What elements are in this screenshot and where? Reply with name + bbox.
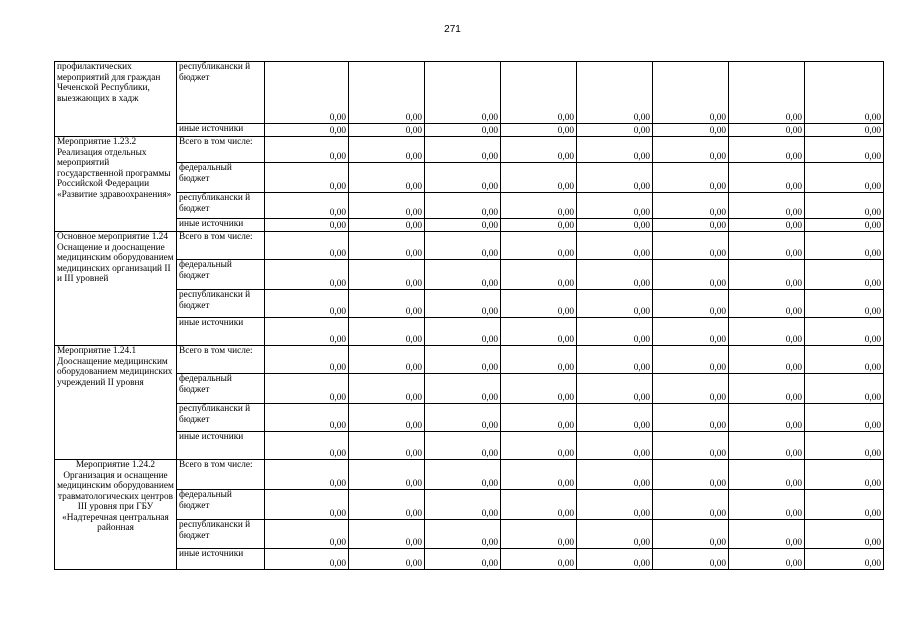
amount-cell: 0,00 <box>265 124 349 137</box>
funding-source: иные источники <box>177 549 265 570</box>
table-row <box>55 404 884 432</box>
amount-cell: 0,00 <box>349 219 425 232</box>
table-row <box>55 520 884 549</box>
amount-cell: 0,00 <box>805 374 884 404</box>
amount-cell: 0,00 <box>265 490 349 520</box>
amount-cell: 0,00 <box>805 549 884 570</box>
amount-cell: 0,00 <box>805 124 884 137</box>
amount-cell: 0,00 <box>265 549 349 570</box>
amount-cell: 0,00 <box>265 163 349 193</box>
amount-cell: 0,00 <box>653 193 729 219</box>
funding-source: республикански й бюджет <box>177 290 265 318</box>
table-row <box>55 490 884 520</box>
amount-cell: 0,00 <box>501 460 577 490</box>
amount-cell: 0,00 <box>265 232 349 260</box>
amount-cell: 0,00 <box>729 490 805 520</box>
amount-cell: 0,00 <box>653 219 729 232</box>
funding-source: федеральный бюджет <box>177 490 265 520</box>
table-row <box>55 290 884 318</box>
measure-description: Мероприятие 1.24.1 Дооснащение медицинским оборудованием медицинских учреждений II уровня <box>55 346 177 460</box>
table-row <box>55 549 884 570</box>
amount-cell: 0,00 <box>501 232 577 260</box>
amount-cell: 0,00 <box>577 549 653 570</box>
amount-cell: 0,00 <box>577 520 653 549</box>
amount-cell: 0,00 <box>577 346 653 374</box>
amount-cell: 0,00 <box>805 163 884 193</box>
measure-description: Основное мероприятие 1.24 Оснащение и дооснащение медицинским оборудованием медицинских организаций II и III уровней <box>55 232 177 346</box>
amount-cell: 0,00 <box>501 260 577 290</box>
amount-cell: 0,00 <box>425 163 501 193</box>
budget-table-body <box>55 62 884 570</box>
table-row <box>55 137 884 163</box>
amount-cell: 0,00 <box>349 232 425 260</box>
amount-cell: 0,00 <box>349 260 425 290</box>
table-row <box>55 374 884 404</box>
amount-cell: 0,00 <box>265 520 349 549</box>
amount-cell: 0,00 <box>805 404 884 432</box>
table-row <box>55 163 884 193</box>
amount-cell: 0,00 <box>653 163 729 193</box>
funding-source: республикански й бюджет <box>177 62 265 124</box>
table-row <box>55 124 884 137</box>
amount-cell: 0,00 <box>805 137 884 163</box>
amount-cell: 0,00 <box>265 346 349 374</box>
amount-cell: 0,00 <box>729 374 805 404</box>
amount-cell: 0,00 <box>577 260 653 290</box>
amount-cell: 0,00 <box>653 490 729 520</box>
amount-cell: 0,00 <box>653 432 729 460</box>
amount-cell: 0,00 <box>729 219 805 232</box>
amount-cell: 0,00 <box>577 219 653 232</box>
table-row <box>55 193 884 219</box>
amount-cell: 0,00 <box>349 290 425 318</box>
amount-cell: 0,00 <box>577 232 653 260</box>
budget-table <box>54 61 884 570</box>
funding-source: республикански й бюджет <box>177 193 265 219</box>
measure-description: профилактических мероприятий для граждан Чеченской Республики, выезжающих в хадж <box>55 62 177 137</box>
amount-cell: 0,00 <box>501 318 577 346</box>
amount-cell: 0,00 <box>349 163 425 193</box>
amount-cell: 0,00 <box>653 520 729 549</box>
table-row <box>55 318 884 346</box>
amount-cell: 0,00 <box>265 432 349 460</box>
amount-cell: 0,00 <box>577 460 653 490</box>
amount-cell: 0,00 <box>265 260 349 290</box>
amount-cell: 0,00 <box>501 193 577 219</box>
table-row <box>55 232 884 260</box>
amount-cell: 0,00 <box>729 460 805 490</box>
amount-cell: 0,00 <box>349 460 425 490</box>
amount-cell: 0,00 <box>501 549 577 570</box>
amount-cell: 0,00 <box>501 62 577 124</box>
amount-cell: 0,00 <box>729 124 805 137</box>
amount-cell: 0,00 <box>425 193 501 219</box>
amount-cell: 0,00 <box>501 520 577 549</box>
amount-cell: 0,00 <box>729 232 805 260</box>
amount-cell: 0,00 <box>349 318 425 346</box>
amount-cell: 0,00 <box>653 318 729 346</box>
table-row <box>55 460 884 490</box>
amount-cell: 0,00 <box>577 62 653 124</box>
amount-cell: 0,00 <box>425 290 501 318</box>
amount-cell: 0,00 <box>805 460 884 490</box>
measure-description: Мероприятие 1.23.2 Реализация отдельных мероприятий государственной программы Российской Федерации «Развитие здравоохранения» <box>55 137 177 232</box>
amount-cell: 0,00 <box>265 374 349 404</box>
amount-cell: 0,00 <box>805 232 884 260</box>
amount-cell: 0,00 <box>501 432 577 460</box>
amount-cell: 0,00 <box>349 404 425 432</box>
amount-cell: 0,00 <box>349 549 425 570</box>
amount-cell: 0,00 <box>577 404 653 432</box>
amount-cell: 0,00 <box>653 460 729 490</box>
amount-cell: 0,00 <box>265 219 349 232</box>
amount-cell: 0,00 <box>805 219 884 232</box>
table-row <box>55 346 884 374</box>
funding-source: федеральный бюджет <box>177 260 265 290</box>
table-row <box>55 62 884 124</box>
amount-cell: 0,00 <box>729 163 805 193</box>
amount-cell: 0,00 <box>425 490 501 520</box>
amount-cell: 0,00 <box>501 346 577 374</box>
amount-cell: 0,00 <box>653 124 729 137</box>
amount-cell: 0,00 <box>729 549 805 570</box>
amount-cell: 0,00 <box>577 290 653 318</box>
amount-cell: 0,00 <box>729 318 805 346</box>
amount-cell: 0,00 <box>265 137 349 163</box>
amount-cell: 0,00 <box>425 232 501 260</box>
amount-cell: 0,00 <box>501 137 577 163</box>
amount-cell: 0,00 <box>501 404 577 432</box>
table-row <box>55 219 884 232</box>
funding-source: иные источники <box>177 219 265 232</box>
amount-cell: 0,00 <box>805 62 884 124</box>
amount-cell: 0,00 <box>577 374 653 404</box>
amount-cell: 0,00 <box>349 193 425 219</box>
amount-cell: 0,00 <box>577 137 653 163</box>
amount-cell: 0,00 <box>425 260 501 290</box>
amount-cell: 0,00 <box>349 374 425 404</box>
funding-source: республикански й бюджет <box>177 520 265 549</box>
amount-cell: 0,00 <box>265 460 349 490</box>
amount-cell: 0,00 <box>729 193 805 219</box>
amount-cell: 0,00 <box>653 374 729 404</box>
amount-cell: 0,00 <box>577 163 653 193</box>
amount-cell: 0,00 <box>729 432 805 460</box>
funding-source: федеральный бюджет <box>177 374 265 404</box>
amount-cell: 0,00 <box>265 193 349 219</box>
amount-cell: 0,00 <box>729 520 805 549</box>
amount-cell: 0,00 <box>425 318 501 346</box>
amount-cell: 0,00 <box>349 520 425 549</box>
amount-cell: 0,00 <box>349 432 425 460</box>
amount-cell: 0,00 <box>349 346 425 374</box>
amount-cell: 0,00 <box>425 219 501 232</box>
amount-cell: 0,00 <box>805 260 884 290</box>
amount-cell: 0,00 <box>349 62 425 124</box>
funding-source: Всего в том числе: <box>177 232 265 260</box>
funding-source: Всего в том числе: <box>177 346 265 374</box>
measure-description: Мероприятие 1.24.2 Организация и оснащение медицинским оборудованием травматологических центров III уровня при ГБУ «Надтеречная центральная районная <box>55 460 177 570</box>
funding-source: Всего в том числе: <box>177 460 265 490</box>
amount-cell: 0,00 <box>805 490 884 520</box>
amount-cell: 0,00 <box>653 549 729 570</box>
amount-cell: 0,00 <box>265 404 349 432</box>
funding-source: иные источники <box>177 318 265 346</box>
amount-cell: 0,00 <box>729 62 805 124</box>
amount-cell: 0,00 <box>805 318 884 346</box>
funding-source: иные источники <box>177 432 265 460</box>
amount-cell: 0,00 <box>425 460 501 490</box>
amount-cell: 0,00 <box>501 290 577 318</box>
amount-cell: 0,00 <box>653 290 729 318</box>
amount-cell: 0,00 <box>501 163 577 193</box>
amount-cell: 0,00 <box>729 260 805 290</box>
amount-cell: 0,00 <box>265 318 349 346</box>
amount-cell: 0,00 <box>729 290 805 318</box>
amount-cell: 0,00 <box>577 193 653 219</box>
amount-cell: 0,00 <box>501 219 577 232</box>
amount-cell: 0,00 <box>425 374 501 404</box>
funding-source: иные источники <box>177 124 265 137</box>
amount-cell: 0,00 <box>425 346 501 374</box>
amount-cell: 0,00 <box>265 62 349 124</box>
amount-cell: 0,00 <box>265 290 349 318</box>
amount-cell: 0,00 <box>805 432 884 460</box>
amount-cell: 0,00 <box>653 260 729 290</box>
table-row <box>55 432 884 460</box>
amount-cell: 0,00 <box>805 290 884 318</box>
amount-cell: 0,00 <box>805 520 884 549</box>
amount-cell: 0,00 <box>425 124 501 137</box>
amount-cell: 0,00 <box>653 346 729 374</box>
amount-cell: 0,00 <box>349 137 425 163</box>
amount-cell: 0,00 <box>653 232 729 260</box>
amount-cell: 0,00 <box>349 490 425 520</box>
amount-cell: 0,00 <box>653 62 729 124</box>
funding-source: республикански й бюджет <box>177 404 265 432</box>
amount-cell: 0,00 <box>501 374 577 404</box>
amount-cell: 0,00 <box>577 490 653 520</box>
amount-cell: 0,00 <box>501 124 577 137</box>
amount-cell: 0,00 <box>349 124 425 137</box>
amount-cell: 0,00 <box>729 137 805 163</box>
amount-cell: 0,00 <box>805 193 884 219</box>
amount-cell: 0,00 <box>805 346 884 374</box>
funding-source: Всего в том числе: <box>177 137 265 163</box>
amount-cell: 0,00 <box>729 404 805 432</box>
table-row <box>55 260 884 290</box>
amount-cell: 0,00 <box>501 490 577 520</box>
amount-cell: 0,00 <box>577 124 653 137</box>
amount-cell: 0,00 <box>425 432 501 460</box>
amount-cell: 0,00 <box>425 549 501 570</box>
page-number: 271 <box>444 24 461 35</box>
amount-cell: 0,00 <box>425 62 501 124</box>
amount-cell: 0,00 <box>577 432 653 460</box>
amount-cell: 0,00 <box>577 318 653 346</box>
amount-cell: 0,00 <box>425 520 501 549</box>
amount-cell: 0,00 <box>425 137 501 163</box>
amount-cell: 0,00 <box>425 404 501 432</box>
amount-cell: 0,00 <box>729 346 805 374</box>
funding-source: федеральный бюджет <box>177 163 265 193</box>
amount-cell: 0,00 <box>653 404 729 432</box>
amount-cell: 0,00 <box>653 137 729 163</box>
